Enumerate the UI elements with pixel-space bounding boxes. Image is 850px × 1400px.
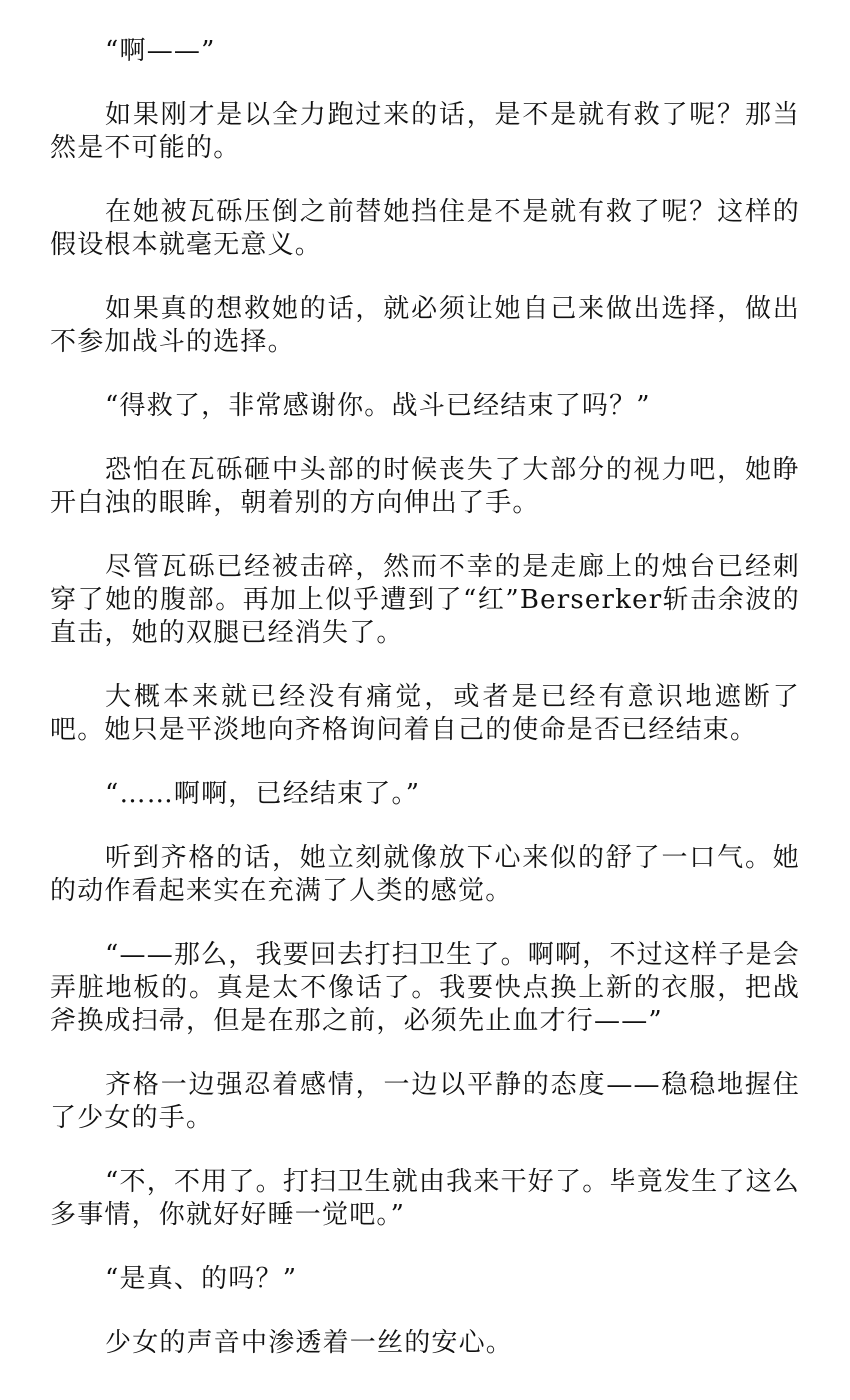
paragraph: “得救了，非常感谢你。战斗已经结束了吗？”	[105, 391, 651, 421]
paragraph: 齐格一边强忍着感情，一边以平静的态度——稳稳地握住了少女的手。	[50, 1070, 800, 1133]
paragraph: 如果真的想救她的话，就必须让她自己来做出选择，做出不参加战斗的选择。	[50, 294, 800, 357]
paragraph: “——那么，我要回去打扫卫生了。啊啊，不过这样子是会弄脏地板的。真是太不像话了。我要快点换上新的衣服，把战斧换成扫帚，但是在那之前，必须先止血才行——”	[50, 940, 800, 1036]
paragraph: 大概本来就已经没有痛觉，或者是已经有意识地遮断了吧。她只是平淡地向齐格询问着自己的使命是否已经结束。	[50, 682, 800, 745]
paragraph: “不，不用了。打扫卫生就由我来干好了。毕竟发生了这么多事情，你就好好睡一觉吧。”	[50, 1167, 800, 1230]
paragraph: 恐怕在瓦砾砸中头部的时候丧失了大部分的视力吧，她睁开白浊的眼眸，朝着别的方向伸出了手。	[50, 455, 800, 518]
paragraph: 少女的声音中渗透着一丝的安心。	[105, 1328, 514, 1358]
paragraph: 在她被瓦砾压倒之前替她挡住是不是就有救了呢？这样的假设根本就毫无意义。	[50, 197, 800, 260]
paragraph: 听到齐格的话，她立刻就像放下心来似的舒了一口气。她的动作看起来实在充满了人类的感觉。	[50, 843, 800, 906]
paragraph: 如果刚才是以全力跑过来的话，是不是就有救了呢？那当然是不可能的。	[50, 100, 800, 163]
paragraph: “啊——”	[105, 36, 216, 66]
paragraph: “是真、的吗？”	[105, 1264, 298, 1294]
paragraph: “……啊啊，已经结束了。”	[105, 779, 421, 809]
paragraph: 尽管瓦砾已经被击碎，然而不幸的是走廊上的烛台已经刺穿了她的腹部。再加上似乎遭到了“红”Berserker斩击余波的直击，她的双腿已经消失了。	[50, 552, 800, 648]
